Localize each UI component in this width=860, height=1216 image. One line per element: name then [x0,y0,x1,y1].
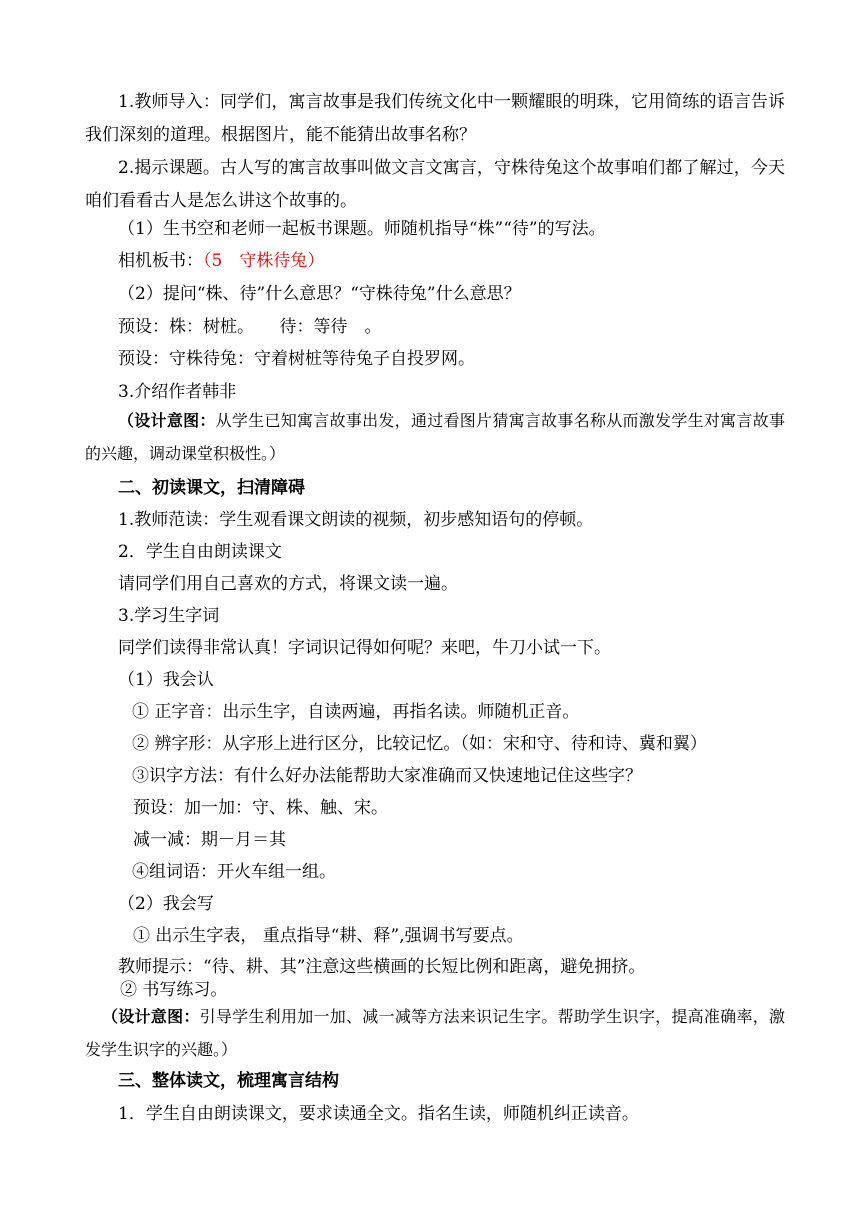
line-add-method: 预设：加一加：守、株、触、宋。 [133,798,388,818]
line-subtract-method: 减一减：期－月＝其 [133,830,286,850]
line-model-reading: 1.教师范读：学生观看课文朗读的视频，初步感知语句的停顿。 [118,510,594,530]
paragraph-reveal-topic: 2.揭示课题。古人写的寓言故事叫做文言文寓言，守株待兔这个故事咱们都了解过，今天咱们看看古人是怎么讲这个故事的。 [85,158,785,211]
line-board-writing [118,250,324,272]
section-heading-2: 二、初读课文，扫清障碍 [118,478,305,498]
line-question: （2）提问“株、待”什么意思？“守株待兔”什么意思？ [118,284,521,304]
line-pronunciation: ① 正字音：出示生字，自读两遍，再指名读。师随机正音。 [132,702,580,722]
board-writing-label: 相机板书： [118,251,203,271]
line-word-test: 同学们读得非常认真！字词识记得如何呢？来吧，牛刀小试一下。 [118,638,611,658]
line-learn-words: 3.学习生字词 [118,606,220,626]
design-intent-label-2: （设计意图： [102,1007,200,1026]
section-heading-3: 三、整体读文，梳理寓言结构 [118,1071,339,1091]
design-intent-note-2 [85,1000,785,1066]
design-intent-text-2: 引导学生利用加一加、减一减等方法来识记生字。帮助学生识字，提高准确率，激发学生识字的兴趣。） [85,1007,785,1059]
paragraph-teacher-intro: 1.教师导入：同学们，寓言故事是我们传统文化中一颗耀眼的明珠，它用简练的语言告诉我们深刻的道理。根据图片，能不能猜出故事名称？ [85,92,785,145]
design-intent-label-1: （设计意图： [118,411,216,430]
line-author-intro: 3.介绍作者韩非 [118,382,237,402]
line-preset-meaning: 预设：守株待兔：守着树桩等待兔子自投罗网。 [118,349,475,369]
line-free-read-full-text: 1．学生自由朗读课文，要求读通全文。指名生读，师随机纠正读音。 [118,1104,639,1124]
line-writing-practice: ② 书写练习。 [120,980,228,1000]
design-intent-note-1 [85,404,785,470]
board-writing-title: （5 守株待兔） [203,251,325,271]
line-teacher-hint: 教师提示：“待、耕、其”注意这些横画的长短比例和距离，避免拥挤。 [118,957,646,977]
line-recognize: （1）我会认 [118,670,214,690]
line-free-reading: 2．学生自由朗读课文 [118,542,282,562]
line-memory-methods: ③识字方法：有什么好办法能帮助大家准确而又快速地记住这些字？ [132,766,642,786]
line-writing: （2）我会写 [118,894,214,914]
line-word-groups: ④组词语：开火车组一组。 [132,862,336,882]
line-read-instruction: 请同学们用自己喜欢的方式，将课文读一遍。 [118,574,458,594]
design-intent-text-1: 从学生已知寓言故事出发，通过看图片猜寓言故事名称从而激发学生对寓言故事的兴趣，调动课堂积极性。） [85,411,785,463]
line-show-character-table: ① 出示生字表， 重点指导“耕、释”,强调书写要点。 [133,926,524,946]
line-preset-words: 预设：株：树桩。 待：等待 。 [118,317,382,337]
line-distinguish-shapes: ② 辨字形：从字形上进行区分，比较记忆。（如：宋和守、待和诗、冀和翼） [132,734,707,754]
line-board-title-guidance: （1）生书空和老师一起板书课题。师随机指导“株”“待”的写法。 [118,219,606,239]
